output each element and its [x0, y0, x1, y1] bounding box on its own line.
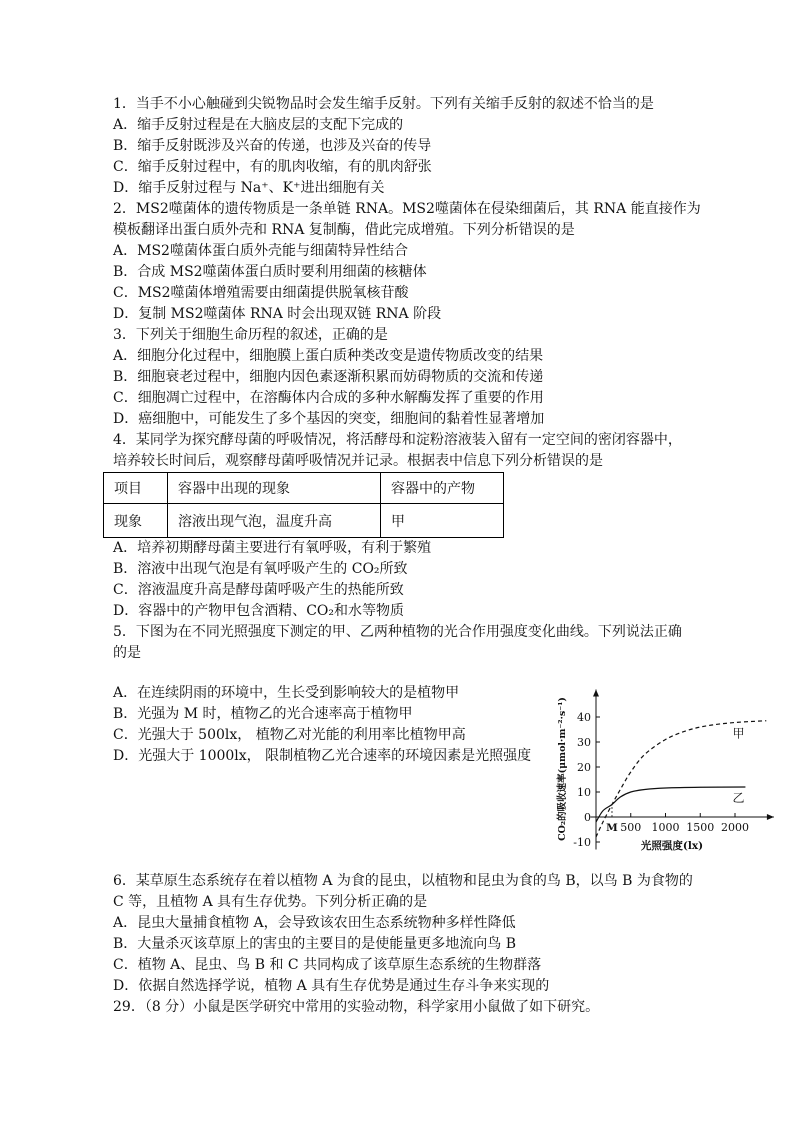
q6-option-a: A．昆虫大量捕食植物 A，会导致该农田生态系统物种多样性降低	[113, 915, 516, 931]
x-tick-label: 1500	[686, 821, 715, 834]
q5-stem-line-2: 的是	[113, 645, 141, 661]
x-tick-label: 2000	[721, 821, 749, 834]
y-tick-label: 0	[584, 811, 591, 824]
q4-results-table	[103, 472, 504, 538]
table-header-row	[104, 473, 504, 504]
y-tick-label: 30	[577, 736, 591, 749]
x-tick-label: 1000	[651, 821, 680, 834]
q6-option-b: B．大量杀灭该草原上的害虫的主要目的是使能量更多地流向鸟 B	[113, 936, 517, 952]
q6-stem-line-1: 6．某草原生态系统存在着以植物 A 为食的昆虫，以植物和昆虫为食的鸟 B，以鸟 B 为食物的	[113, 873, 693, 889]
questions-block-3	[113, 683, 531, 767]
marker-label: M	[606, 822, 618, 834]
y-axis-arrow	[593, 690, 599, 697]
q2-stem-line-2: 模板翻译出蛋白质外壳和 RNA 复制酶，借此完成增殖。下列分析错误的是	[113, 222, 575, 238]
table-row	[104, 504, 504, 538]
q3-stem: 3．下列关于细胞生命历程的叙述，正确的是	[113, 327, 388, 343]
q4-stem-line-1: 4．某同学为探究酵母菌的呼吸情况，将活酵母和淀粉溶液装入留有一定空间的密闭容器中，	[113, 432, 682, 448]
q1-option-c: C．缩手反射过程中，有的肌肉收缩，有的肌肉舒张	[113, 159, 432, 175]
q2-option-d: D．复制 MS2噬菌体 RNA 时会出现双链 RNA 阶段	[113, 306, 442, 322]
q3-option-b: B．细胞衰老过程中，细胞内因色素逐渐积累而妨碍物质的交流和传递	[113, 369, 544, 385]
x-axis-arrow	[767, 814, 774, 820]
q5-option-b: B．光强为 M 时，植物乙的光合速率高于植物甲	[113, 706, 413, 722]
x-tick-label: 500	[620, 821, 642, 834]
q6-stem-line-2: C 等，且植物 A 具有生存优势。下列分析正确的是	[113, 894, 428, 910]
y-tick-label: 20	[577, 761, 591, 774]
q5-option-d: D．光强大于 1000lx， 限制植物乙光合速率的环境因素是光照强度	[113, 748, 532, 764]
q5-stem-line-1: 5．下图为在不同光照强度下测定的甲、乙两种植物的光合作用强度变化曲线。下列说法正确	[113, 624, 682, 640]
q5-option-c: C．光强大于 500lx， 植物乙对光能的利用率比植物甲高	[113, 727, 466, 743]
q2-stem-line-1: 2．MS2噬菌体的遗传物质是一条单链 RNA。MS2噬菌体在侵染细菌后，其 RNA 能直接作为	[113, 201, 701, 217]
q6-option-c: C．植物 A、昆虫、鸟 B 和 C 共同构成了该草原生态系统的生物群落	[113, 957, 542, 973]
y-tick-label: -10	[573, 836, 591, 849]
q4-option-b: B．溶液中出现气泡是有氧呼吸产生的 CO₂所致	[113, 561, 408, 577]
series-label-2: 乙	[732, 791, 745, 806]
q4-option-c: C．溶液温度升高是酵母菌呼吸产生的热能所致	[113, 582, 404, 598]
x-axis-label: 光照强度(lx)	[640, 840, 704, 852]
q1-option-a: A．缩手反射过程是在大脑皮层的支配下完成的	[113, 117, 404, 133]
y-tick-label: 10	[577, 786, 591, 799]
table-cell: 现象	[104, 504, 168, 538]
q3-option-c: C．细胞凋亡过程中，在溶酶体内合成的多种水解酶发挥了重要的作用	[113, 390, 544, 406]
questions-block-1	[113, 94, 701, 472]
q1-stem: 1．当手不小心触碰到尖锐物品时会发生缩手反射。下列有关缩手反射的叙述不恰当的是	[113, 96, 654, 112]
q4-stem-line-2: 培养较长时间后，观察酵母菌呼吸情况并记录。根据表中信息下列分析错误的是	[113, 453, 603, 469]
q5-option-a: A．在连续阴雨的环境中，生长受到影响较大的是植物甲	[113, 685, 460, 701]
q1-option-d: D．缩手反射过程与 Na⁺、K⁺进出细胞有关	[113, 180, 385, 196]
series-label-1: 甲	[732, 726, 745, 741]
q2-option-c: C．MS2噬菌体增殖需要由细菌提供脱氧核苷酸	[113, 285, 409, 301]
table-header-cell: 容器中出现的现象	[168, 473, 381, 504]
q6-option-d: D．依据自然选择学说，植物 A 具有生存优势是通过生存斗争来实现的	[113, 978, 550, 994]
table-cell: 溶液出现气泡，温度升高	[168, 504, 381, 538]
table-header-cell: 容器中的产物	[381, 473, 504, 504]
q1-option-b: B．缩手反射既涉及兴奋的传递，也涉及兴奋的传导	[113, 138, 432, 154]
y-axis-label: CO₂的吸收速率(μmol·m⁻²·s⁻¹)	[557, 697, 568, 841]
q3-option-a: A．细胞分化过程中，细胞膜上蛋白质种类改变是遗传物质改变的结果	[113, 348, 544, 364]
questions-block-4	[113, 871, 693, 1018]
q3-option-d: D．癌细胞中，可能发生了多个基因的突变，细胞间的黏着性显著增加	[113, 411, 545, 427]
questions-block-2	[113, 538, 682, 664]
photosynthesis-chart	[553, 683, 778, 855]
table-header-cell: 项目	[104, 473, 168, 504]
q2-option-a: A．MS2噬菌体蛋白质外壳能与细菌特异性结合	[113, 243, 408, 259]
q29-stem: 29．（8 分）小鼠是医学研究中常用的实验动物，科学家用小鼠做了如下研究。	[113, 999, 600, 1015]
y-tick-label: 40	[577, 711, 591, 724]
q4-option-a: A．培养初期酵母菌主要进行有氧呼吸，有利于繁殖	[113, 540, 432, 556]
q4-option-d: D．容器中的产物甲包含酒精、CO₂和水等物质	[113, 603, 405, 619]
q2-option-b: B．合成 MS2噬菌体蛋白质时要利用细菌的核糖体	[113, 264, 427, 280]
table-cell: 甲	[381, 504, 504, 538]
